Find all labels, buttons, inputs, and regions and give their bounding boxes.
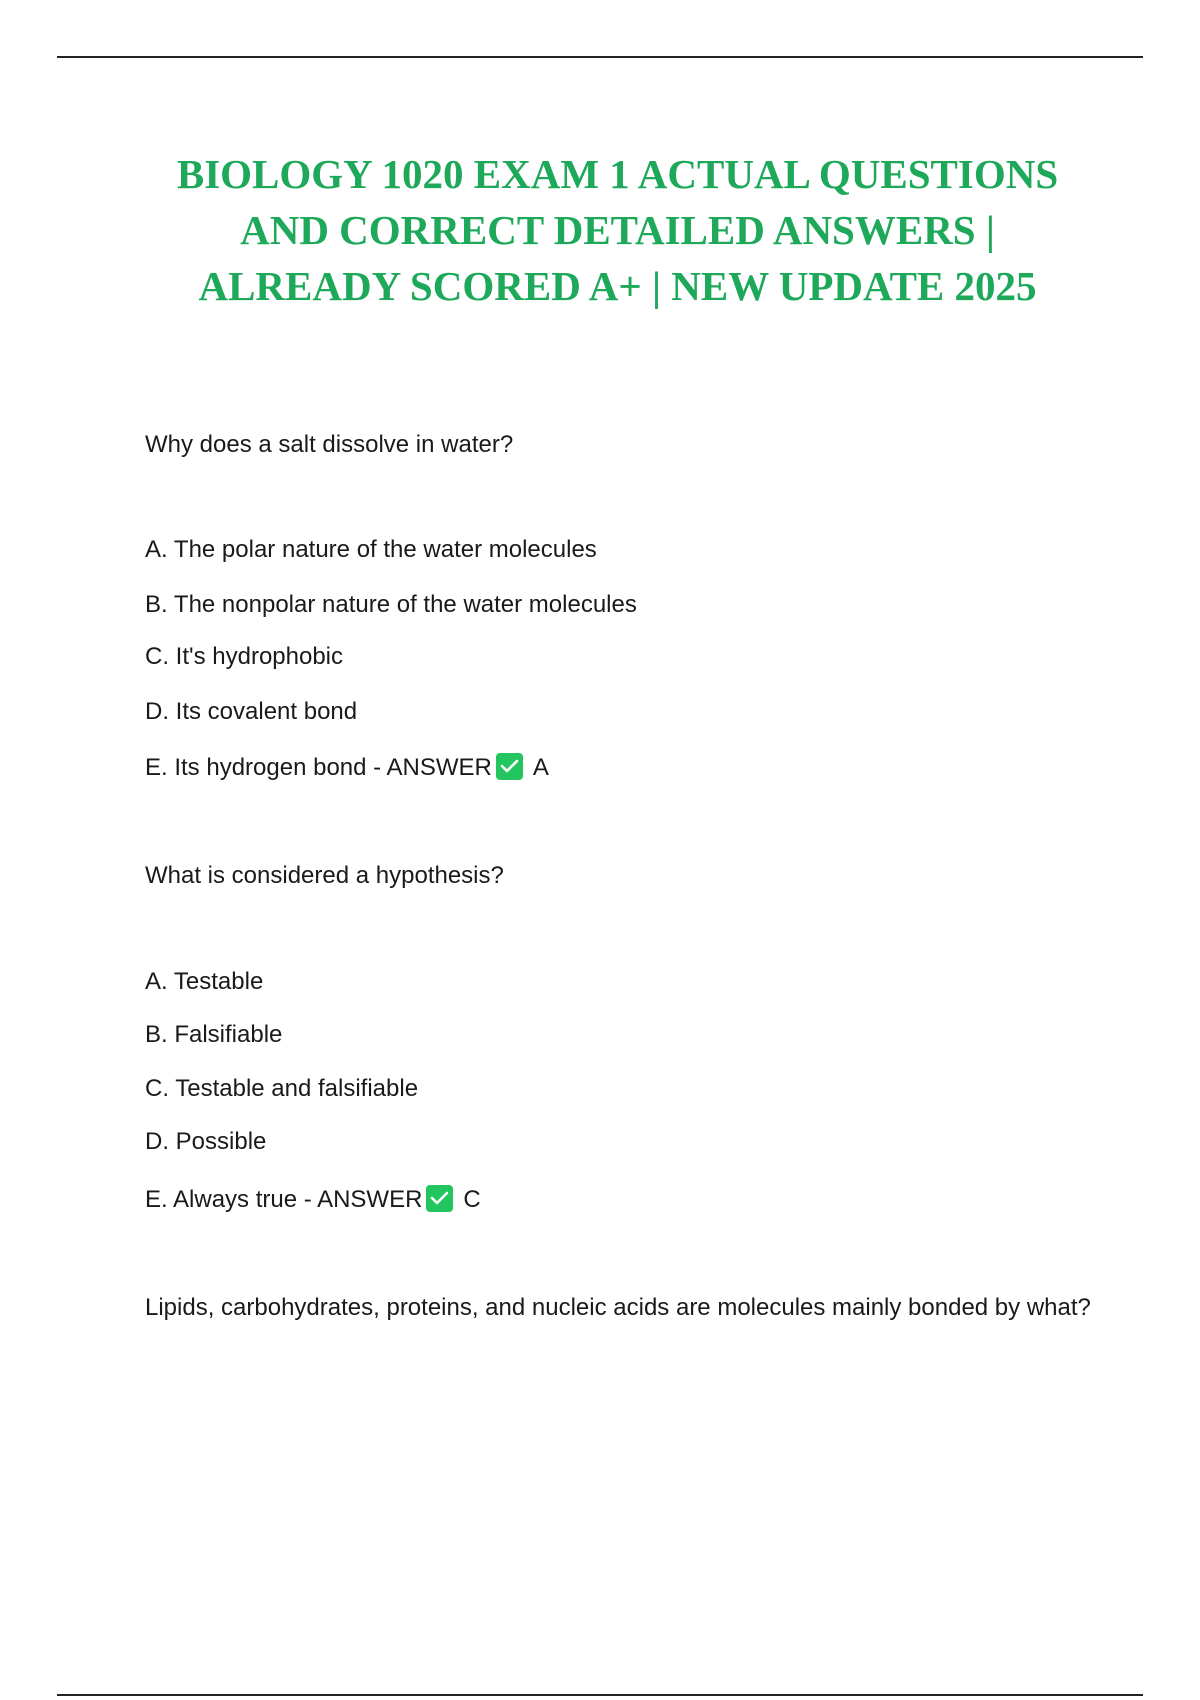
question-2-answer-line — [145, 1185, 481, 1215]
question-1-option-a: A. The polar nature of the water molecules — [145, 536, 597, 563]
question-2-answer: C — [463, 1186, 481, 1213]
question-1-option-e: E. Its hydrogen bond - ANSWER — [145, 754, 492, 781]
question-1-option-c: C. It's hydrophobic — [145, 643, 344, 670]
check-mark-icon — [496, 753, 523, 780]
question-2-option-e: E. Always true - ANSWER — [145, 1186, 423, 1213]
question-1-text: Why does a salt dissolve in water? — [145, 431, 514, 458]
check-mark-icon — [426, 1185, 453, 1212]
bottom-rule — [57, 1694, 1143, 1696]
document-title: BIOLOGY 1020 EXAM 1 ACTUAL QUESTIONS AND CORRECT DETAILED ANSWERS | ALREADY SCORED A+ | NEW UPDATE 2025 — [176, 151, 1059, 309]
top-rule — [57, 56, 1143, 58]
question-2-text: What is considered a hypothesis? — [145, 862, 504, 889]
question-2-option-a: A. Testable — [145, 968, 264, 995]
question-3-text: Lipids, carbohydrates, proteins, and nucleic acids are molecules mainly bonded by what? — [145, 1294, 1091, 1321]
question-1-option-b: B. The nonpolar nature of the water molecules — [145, 591, 637, 618]
question-2-option-b: B. Falsifiable — [145, 1021, 283, 1048]
question-2-option-d: D. Possible — [145, 1128, 267, 1155]
question-1-answer-line — [145, 753, 549, 783]
question-1-option-d: D. Its covalent bond — [145, 698, 358, 725]
question-2-option-c: C. Testable and falsifiable — [145, 1075, 419, 1102]
question-1-answer: A — [532, 754, 549, 781]
